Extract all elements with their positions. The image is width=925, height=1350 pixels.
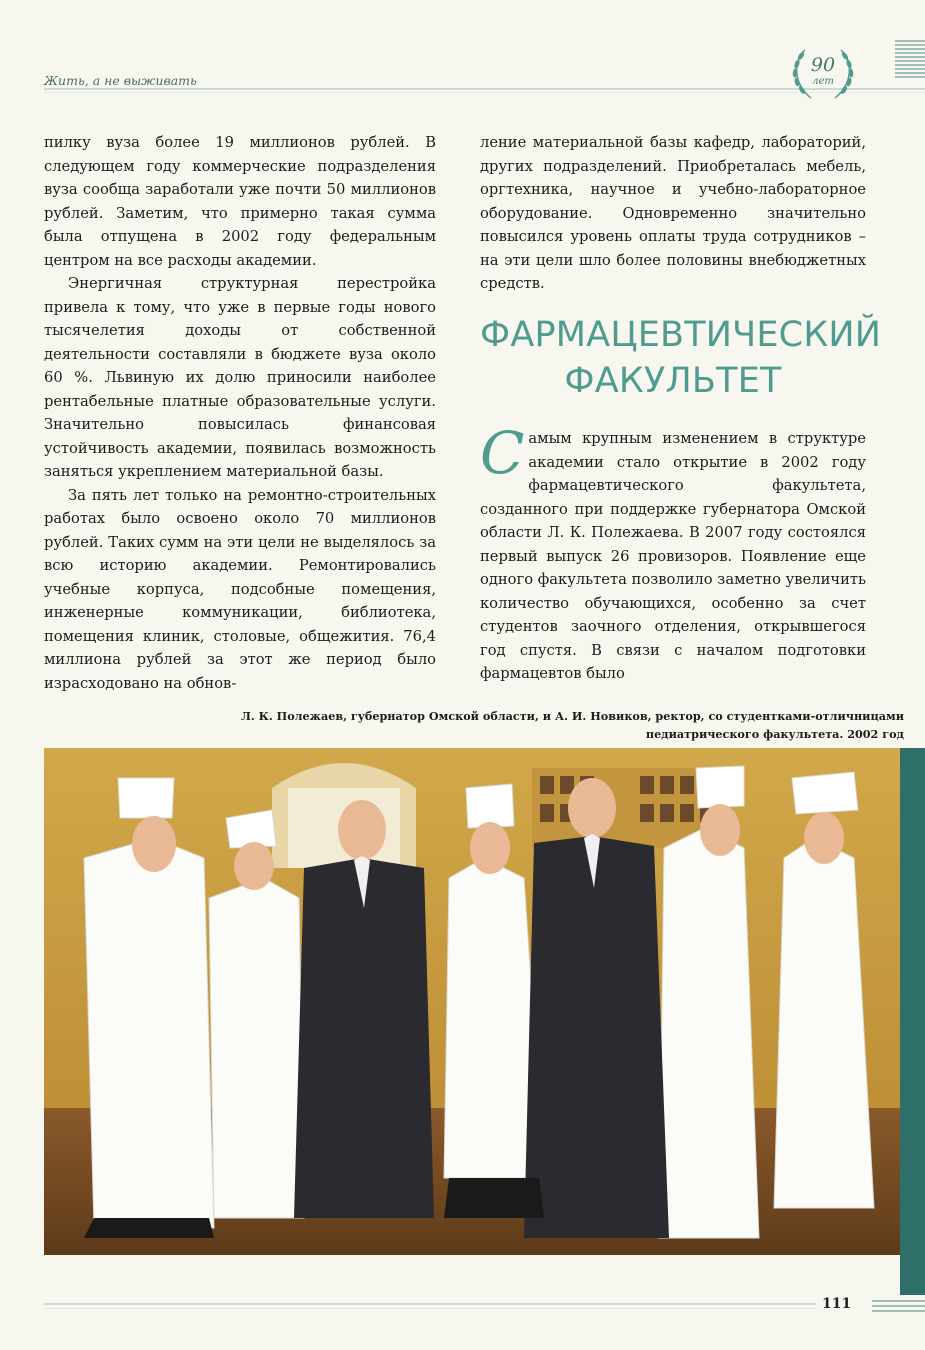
running-head: Жить, а не выживать <box>44 73 197 88</box>
section-title-line: ФАКУЛЬТЕТ <box>564 361 782 401</box>
paragraph: Энергичная структурная перестройка привела к тому, что уже в первые годы нового тысячелетия доходы от собственной деятельности составляли в бюджете вуза около 60 %. Львиную их долю приносили наиболее рентабельные платные образовательные услуги. Значительно повысилась финансовая устойчивость академии, появилась возможность заняться укреплением материальной базы. <box>44 275 436 480</box>
caption-line: педиатрического факультета. 2002 год <box>645 727 904 741</box>
footer-decor-bars <box>872 1300 925 1315</box>
photo-caption <box>120 707 904 743</box>
section-text: амым крупным изменением в структуре академии стало открытие в 2002 году фармацевтического факультета, созданного при поддержке губернатора Омской области Л. К. Полежаева. В 2007 году состоялся первый выпуск 26 провизоров. Появление еще одного факультета позволило заметно увеличить количество обучающихся, особенно за счет студентов заочного отделения, открывшегося год спустя. В связи с началом подготовки фармацевтов было <box>480 430 866 682</box>
side-color-band <box>900 748 925 1295</box>
emblem-label: лет <box>812 76 834 87</box>
footer-rule <box>44 1303 816 1305</box>
group-photo <box>44 748 900 1255</box>
right-column <box>480 131 866 296</box>
emblem-number: 90 <box>810 54 836 76</box>
paragraph: пилку вуза более 19 миллионов рублей. В следующем году коммерческие подразделения вуза сообща заработали уже почти 50 миллионов рублей. Заметим, что примерно такая сумма была отпущена в 2002 году федеральным центром на все расходы академии. <box>44 134 436 269</box>
section-body <box>480 419 866 686</box>
footer-rule-thin <box>44 1308 816 1309</box>
drop-cap: С <box>480 419 525 487</box>
page-number: 111 <box>822 1296 852 1312</box>
caption-line: Л. К. Полежаев, губернатор Омской области, и А. И. Новиков, ректор, со студентками-отличницами <box>240 709 904 723</box>
paragraph: ление материальной базы кафедр, лабораторий, других подразделений. Приобреталась мебель, оргтехника, научное и учебно-лабораторное оборудование. Одновременно значительно повысился уровень оплаты труда сотрудников – на эти цели шло более половины внебюджетных средств. <box>480 134 866 292</box>
paragraph: За пять лет только на ремонтно-строительных работах было освоено около 70 миллионов рублей. Таких сумм на эти цели не выделялось за всю историю академии. Ремонтировались учебные корпуса, подсобные помещения, инженерные коммуникации, библиотека, помещения клиник, столовые, общежития. 76,4 миллиона рублей за этот же период было израсходовано на обнов- <box>44 486 436 692</box>
section-title-line: ФАРМАЦЕВТИЧЕСКИЙ <box>480 315 882 355</box>
section-title <box>480 312 882 404</box>
left-column <box>44 131 436 695</box>
header-decor-bars <box>895 40 925 100</box>
section-paragraph <box>480 419 866 686</box>
